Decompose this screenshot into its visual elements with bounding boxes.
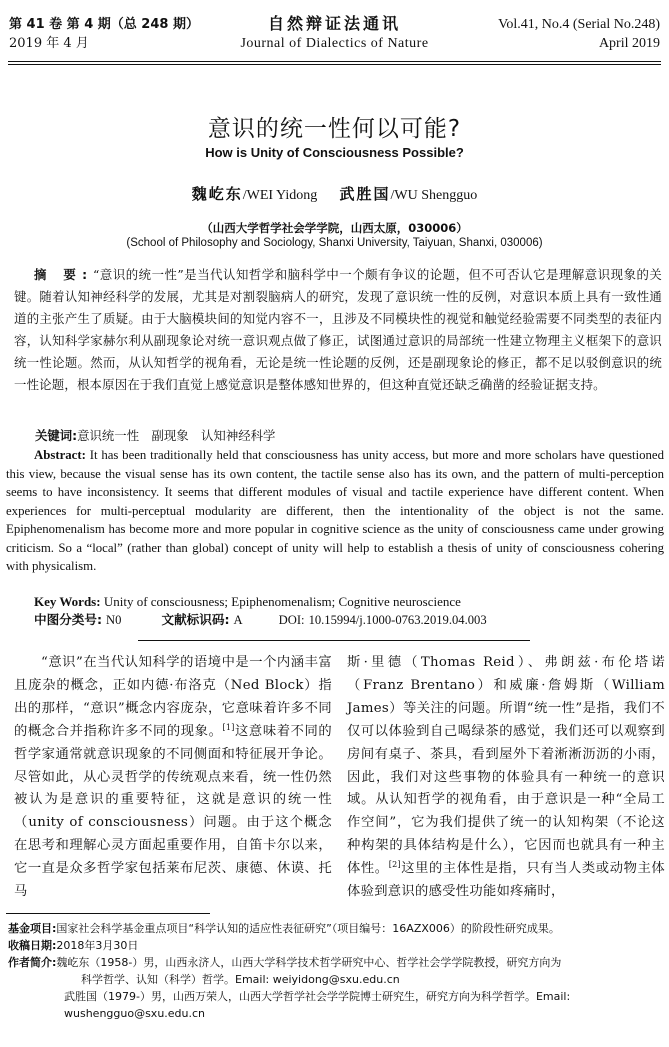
abstract-zh-text: “意识的统一性”是当代认知哲学和脑科学中一个颇有争议的论题，但不可否认它是理解意识现象的关键。随着认知神经科学的发展，尤其是对割裂脑病人的研究，发现了意识统一性的反例，对意识本质上具有一致性通道的主张产生了质疑。由于大脑模块间的知觉内容不一，且涉及不同模块性的视觉和触觉经验需要不同类型的表征内容，认知科学家赫尔利从副现象论对统一意识观点做了修正，试图通过意识的局部统一性建立物理主义框架下的意识统一性论题。然而，从认知哲学的视角看，无论是统一性论题的反例，还是副现象论的修正，都不足以驳倒意识的统一性论题，根本原因在于我们直觉上感觉意识是整体感知世界的，但这种直觉还缺乏确凿的经验证据支持。 [14, 267, 662, 392]
bio1-line1: 魏屹东（1958-）男，山西永济人，山西大学科学技术哲学研究中心、哲学社会学学院教授，研究方向为 [56, 956, 562, 969]
journal-name-en: Journal of Dialectics of Nature [240, 36, 429, 51]
keywords-en-text: Unity of consciousness; Epiphenomenalism; Cognitive neuroscience [103, 594, 461, 609]
abstract-zh [14, 264, 662, 396]
keywords-zh [35, 427, 275, 445]
abstract-en-text: It has been traditionally held that consciousness has unity access, but more and more scholars have questioned this view, because the visual sense has its own content, the tactile sense also has its own, and the pattern of multi-perception seems to have inconsistency. It seems that different modules of visual and tactile experience have different content. When experiences for multi-perceptual modularity are different, then the intentionality of the object is not the same. Epiphenomenalism has become more and more popular in cognitive science as the unity of consciousness came under growing criticism. So a “local” (rather than global) concept of unity will help to establish a thesis of unity of consciousness cohering with physicalism. [6, 448, 665, 573]
abstract-en [6, 446, 664, 576]
keywords-zh-text: 意识统一性 副现象 认知神经科学 [77, 428, 276, 443]
body-column-left [14, 652, 332, 904]
header-rule-thick [8, 61, 661, 62]
author-line [0, 183, 669, 204]
issue-date-en: April 2019 [598, 36, 660, 51]
bio-label: 作者简介: [8, 956, 57, 969]
body-left-text-b: 这意味着不同的哲学家通常就意识现象的不同侧面和特征展开争论。尽管如此，从心灵哲学的传统观点来看，统一性仍然被认为是意识的重要特征，这就是意识的统一性（unity of consciousness）问题。由于这个概念在思考和理解心灵方面起重要作用，自笛卡尔以来，它一直是众多哲学家包括莱布尼茨、康德、休谟、托马 [14, 723, 333, 900]
clc-value: N0 [106, 613, 122, 627]
keywords-en [34, 593, 461, 611]
abstract-divider [138, 640, 530, 641]
body-paragraph [14, 652, 332, 904]
journal-header [0, 14, 669, 60]
article-title-en: How is Unity of Consciousness Possible? [205, 145, 464, 160]
author1-name-zh: 魏屹东 [191, 185, 243, 203]
bio2-line2: wushengguo@sxu.edu.cn [64, 1007, 206, 1020]
fund-text: 国家社会科学基金重点项目“科学认知的适应性表征研究”（项目编号：16AZX006）的阶段性研究成果。 [56, 922, 560, 935]
footnote-received [8, 938, 658, 955]
author2-name-zh: 武胜国 [339, 185, 391, 203]
affiliation-zh: （山西大学哲学社会学学院，山西太原，030006） [201, 221, 468, 235]
abstract-en-label: Abstract: [34, 448, 86, 462]
abstract-zh-label: 摘 要: [34, 267, 94, 282]
journal-name-zh: 自然辩证法通讯 [267, 14, 401, 33]
footnote-fund [8, 921, 658, 938]
citation-ref-1: [1] [222, 722, 235, 732]
volume-issue-en: Vol.41, No.4 (Serial No.248) [498, 17, 660, 32]
footnote-bio [8, 955, 658, 972]
clc-label: 中图分类号: [34, 612, 103, 627]
body-column-right [347, 652, 665, 904]
bio1-line2: 科学哲学、认知（科学）哲学。Email: weiyidong@sxu.edu.cn [81, 973, 400, 986]
doi-label: DOI: [278, 613, 305, 627]
author1-name-en: /WEI Yidong [242, 188, 318, 203]
volume-issue: 第 41 卷 第 4 期（总 248 期） [9, 17, 199, 32]
footnote-divider [6, 913, 210, 914]
doc-code-value: A [233, 613, 243, 627]
classification-line [34, 611, 487, 629]
keywords-zh-label: 关键词: [35, 428, 78, 443]
issue-date-zh: 2019 年 4 月 [9, 36, 89, 51]
received-text: 2018年3月30日 [56, 939, 139, 952]
body-paragraph [347, 652, 665, 904]
author2-name-en: /WU Shengguo [390, 188, 478, 203]
doc-code-label: 文献标识码: [161, 612, 230, 627]
body-right-text-b: 这里的主体性是指，只有当人类或动物主体体验到意识的感受性功能如疼痛时， [347, 861, 665, 900]
bio2-line1: 武胜国（1979-）男，山西万荣人，山西大学哲学社会学学院博士研究生，研究方向为科学哲学。Email: [64, 990, 571, 1003]
citation-ref-2: [2] [388, 860, 401, 870]
fund-label: 基金项目: [8, 922, 57, 935]
article-title: 意识的统一性何以可能? [207, 116, 462, 142]
doi-value: 10.15994/j.1000-0763.2019.04.003 [308, 613, 487, 627]
received-label: 收稿日期: [8, 939, 57, 952]
header-rule-thin [8, 64, 661, 65]
body-left-text-a: “意识”在当代认知科学的语境中是一个内涵丰富且庞杂的概念，正如内德·布洛克（Ned Block）指出的那样，“意识”概念内容庞杂，它意味着许多不同的概念合并指称许多不同的现象。 [14, 655, 332, 739]
keywords-en-label: Key Words: [34, 594, 101, 609]
affiliation-en: (School of Philosophy and Sociology, Shanxi University, Taiyuan, Shanxi, 030006) [126, 237, 543, 249]
body-right-text-a: 斯·里德（Thomas Reid）、弗朗兹·布伦塔诺（Franz Brentano）和威廉·詹姆斯（William James）等关注的问题。所谓“统一性”是指，我们不仅可以体验到自己喝绿茶的感觉，我们还可以观察到房间有桌子、茶具，看到屋外下着淅淅沥沥的小雨，因此，我们对这些事物的体验具有一种统一的意识域。从认知哲学的视角看，由于意识是一种“全局工作空间”，它为我们提供了统一的认知构架（不论这种构架的具体结构是什么），它因而也就具有一种主体性。 [347, 655, 665, 877]
